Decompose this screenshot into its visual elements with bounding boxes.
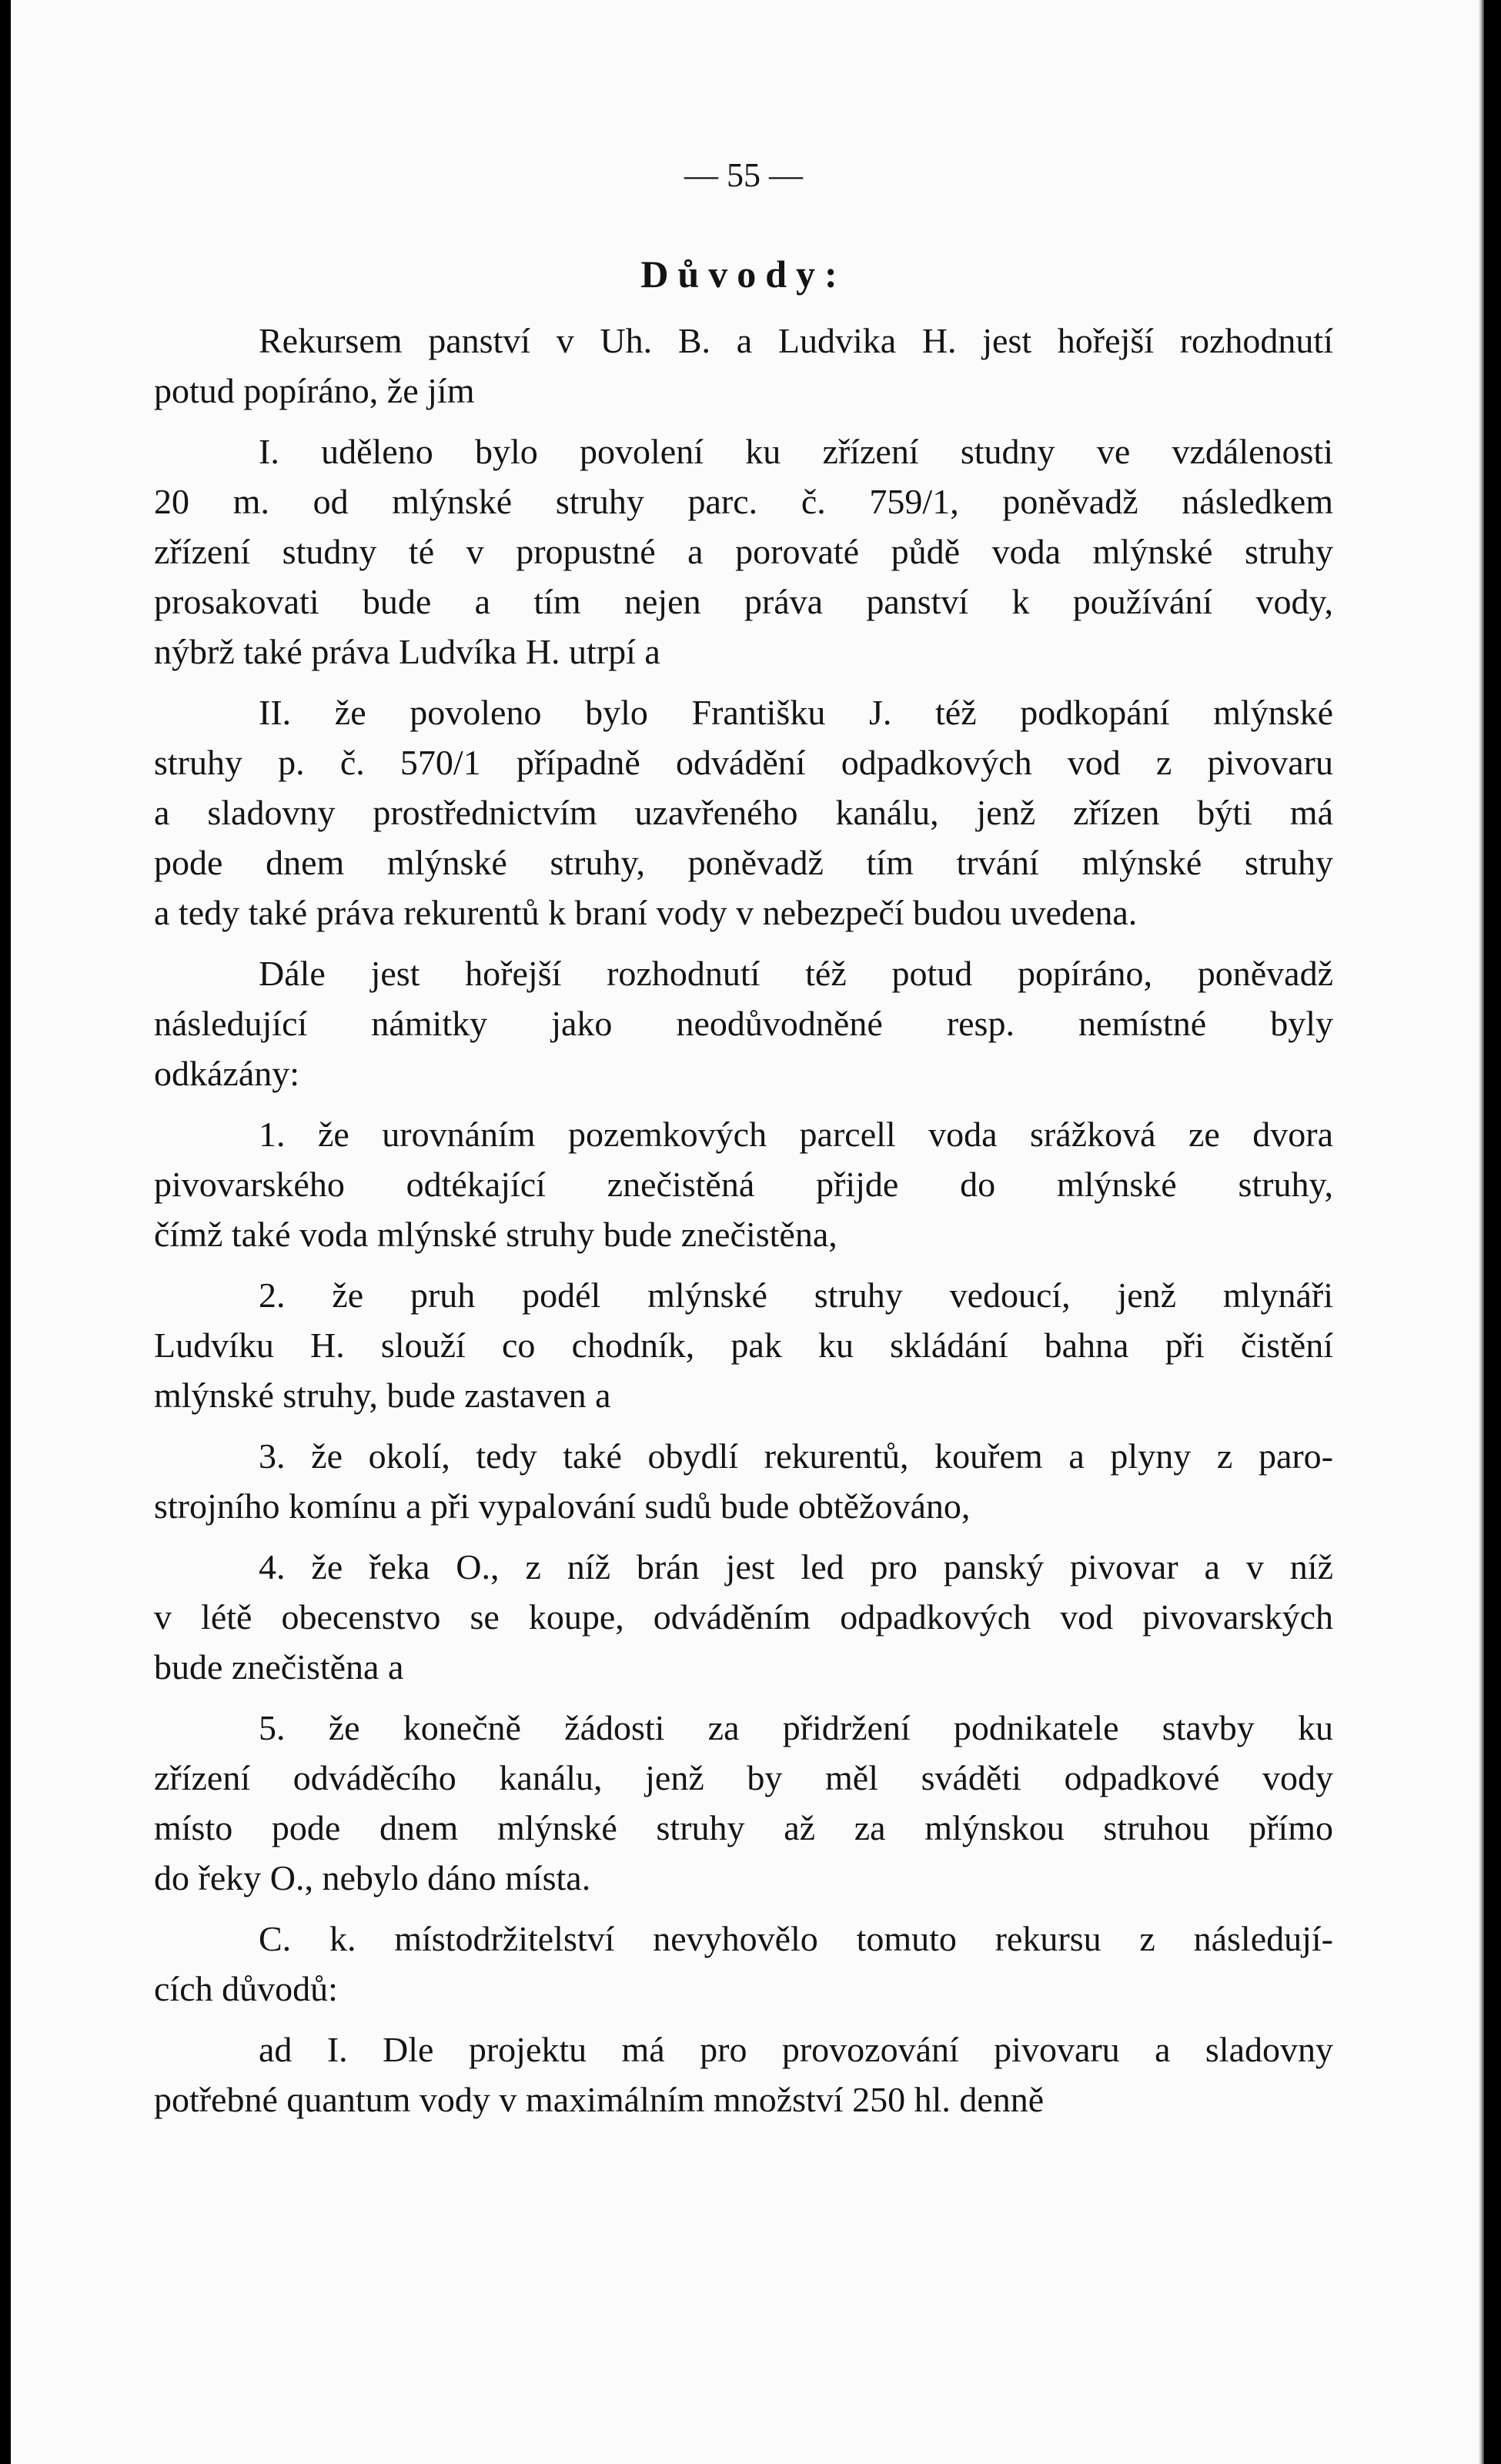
paragraph [154,1542,1333,1692]
text-line: bude znečistěna a [154,1647,404,1687]
text-line: pode dnem mlýnské struhy, poněvadž tím trvání mlýnské struhy [154,843,1333,882]
text-line: 20 m. od mlýnské struhy parc. č. 759/1, poněvadž následkem [154,482,1333,521]
paragraph [154,1431,1333,1531]
text-line: strojního komínu a při vypalování sudů bude obtěžováno, [154,1486,971,1526]
text-line: 3. že okolí, tedy také obydlí rekurentů, kouřem a plyny z paro- [259,1436,1333,1476]
paragraph [154,316,1333,416]
text-line: 1. že urovnáním pozemkových parcell voda srážková ze dvora [259,1115,1333,1154]
text-line: cích důvodů: [154,1969,338,2008]
paragraph [154,1270,1333,1420]
paragraph [154,2024,1333,2125]
paragraph [154,1914,1333,2014]
text-line: odkázány: [154,1054,300,1093]
text-line: čímž také voda mlýnské struhy bude znečistěna, [154,1215,837,1254]
paragraph [154,426,1333,677]
text-line: následující námitky jako neodůvodněné resp. nemístné byly [154,1004,1333,1043]
text-line: do řeky O., nebylo dáno místa. [154,1858,591,1897]
text-line: 4. že řeka O., z níž brán jest led pro panský pivovar a v níž [259,1547,1333,1586]
text-line: ad I. Dle projektu má pro provozování pivovaru a sladovny [259,2030,1333,2069]
text-line: místo pode dnem mlýnské struhy až za mlýnskou struhou přímo [154,1808,1333,1847]
section-heading: Důvody: [640,252,847,296]
paragraph [154,948,1333,1098]
text-line: C. k. místodržitelství nevyhovělo tomuto rekursu z následují- [259,1919,1333,1958]
text-line: v létě obecenstvo se koupe, odváděním odpadkových vod pivovarských [154,1597,1333,1637]
text-line: pivovarského odtékající znečistěná přijde do mlýnské struhy, [154,1165,1333,1204]
paragraph [154,1703,1333,1903]
paragraph [154,1109,1333,1259]
text-line: Ludvíku H. slouží co chodník, pak ku skládání bahna při čistění [154,1326,1333,1365]
text-line: nýbrž také práva Ludvíka H. utrpí a [154,632,660,671]
text-line: 2. že pruh podél mlýnské struhy vedoucí, jenž mlynáři [259,1275,1333,1315]
text-line: I. uděleno bylo povolení ku zřízení studny ve vzdálenosti [259,432,1333,471]
scan-edge [1478,0,1484,2464]
text-line: a tedy také práva rekurentů k braní vody v nebezpečí budou uvedena. [154,893,1138,932]
text-line: zřízení odváděcího kanálu, jenž by měl sváděti odpadkové vody [154,1758,1333,1797]
text-line: potud popíráno, že jím [154,371,475,410]
text-line: a sladovny prostřednictvím uzavřeného kanálu, jenž zřízen býti má [154,793,1333,832]
text-line: II. že povoleno bylo Františku J. též podkopání mlýnské [259,693,1333,732]
text-line: potřebné quantum vody v maximálním množství 250 hl. denně [154,2080,1045,2119]
text-line: struhy p. č. 570/1 případně odvádění odpadkových vod z pivovaru [154,743,1333,782]
text-line: prosakovati bude a tím nejen práva panství k používání vody, [154,582,1333,621]
paragraph [154,687,1333,938]
text-line: Rekursem panství v Uh. B. a Ludvika H. jest hořejší rozhodnutí [259,321,1333,360]
body-text [154,316,1333,2135]
text-line: zřízení studny té v propustné a porovaté půdě voda mlýnské struhy [154,532,1333,571]
text-line: mlýnské struhy, bude zastaven a [154,1376,611,1415]
text-line: 5. že konečně žádosti za přidržení podnikatele stavby ku [259,1708,1333,1747]
text-line: Dále jest hořejší rozhodnutí též potud popíráno, poněvadž [259,954,1333,993]
page-number: — 55 — [684,156,803,194]
document-page [11,0,1484,2464]
